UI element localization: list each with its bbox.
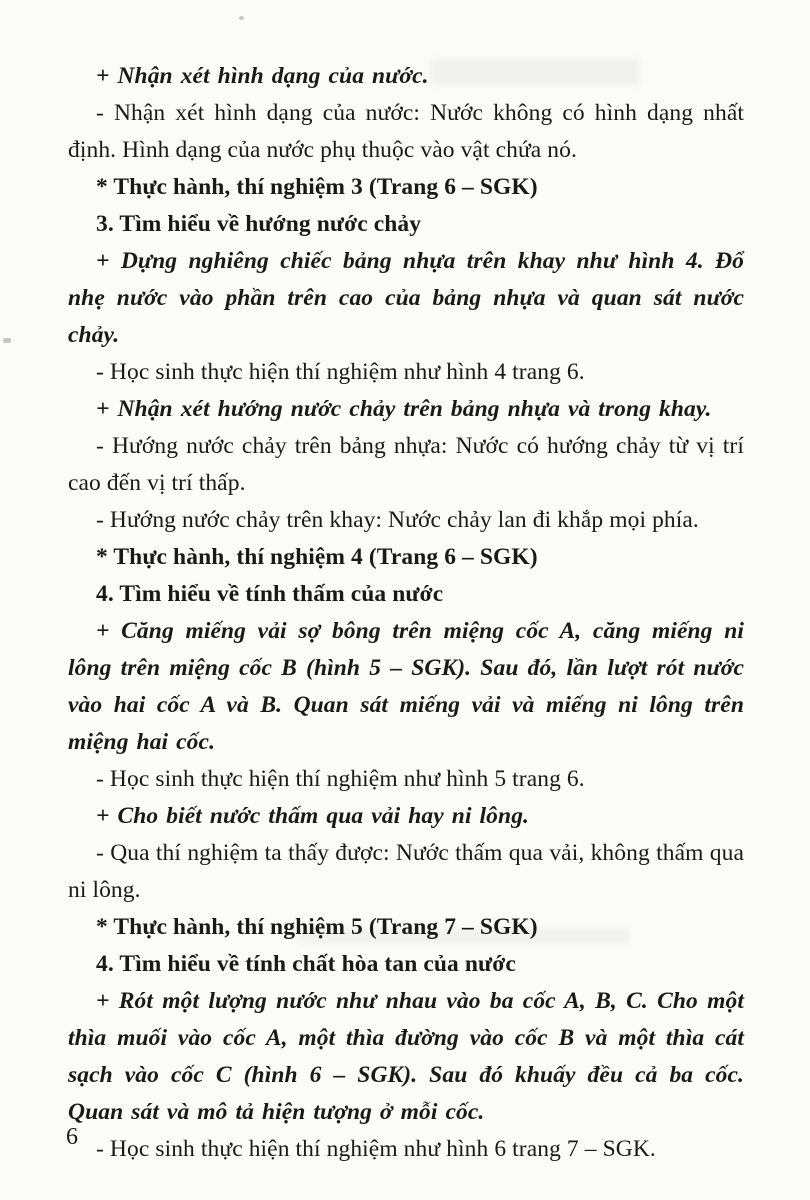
section-heading: 4. Tìm hiểu về tính thấm của nước — [96, 581, 444, 607]
scan-artifact — [239, 16, 244, 20]
paragraph-answer: - Học sinh thực hiện thí nghiệm như hình 4 trang 6. — [96, 359, 585, 385]
paragraph-task: + Nhận xét hình dạng của nước. — [96, 63, 429, 89]
scan-artifact — [3, 338, 11, 343]
paragraph-answer: - Học sinh thực hiện thí nghiệm như hình 6 trang 7 – SGK. — [96, 1136, 656, 1162]
page-number: 6 — [66, 1124, 78, 1150]
paragraph-task: + Rót một lượng nước như nhau vào ba cốc A, B, C. Cho một thìa muối vào cốc A, một thìa đường vào cốc B và một thìa cát sạch vào cốc C (hình 6 – SGK). Sau đó khuấy đều cả ba cốc. Quan sát và mô tả hiện tượng ở mỗi cốc. — [68, 988, 744, 1125]
paragraph-answer: - Nhận xét hình dạng của nước: Nước không có hình dạng nhất định. Hình dạng của nước phụ thuộc vào vật chứa nó. — [68, 100, 744, 163]
section-heading: * Thực hành, thí nghiệm 4 (Trang 6 – SGK) — [96, 544, 538, 570]
paragraph-task: + Nhận xét hướng nước chảy trên bảng nhựa và trong khay. — [96, 396, 712, 422]
document-page — [68, 58, 744, 1168]
paragraph-answer: - Học sinh thực hiện thí nghiệm như hình 5 trang 6. — [96, 766, 585, 792]
paragraph-answer: - Qua thí nghiệm ta thấy được: Nước thấm qua vải, không thấm qua ni lông. — [68, 840, 744, 903]
paragraph-task: + Cho biết nước thấm qua vải hay ni lông. — [96, 803, 530, 829]
section-heading: * Thực hành, thí nghiệm 5 (Trang 7 – SGK) — [96, 914, 538, 940]
paragraph-task: + Căng miếng vải sợ bông trên miệng cốc A, căng miếng ni lông trên miệng cốc B (hình 5 – SGK). Sau đó, lần lượt rót nước vào hai cốc A và B. Quan sát miếng vải và miếng ni lông trên miệng hai cốc. — [68, 618, 744, 755]
paragraph-task: + Dựng nghiêng chiếc bảng nhựa trên khay như hình 4. Đổ nhẹ nước vào phần trên cao của bảng nhựa và quan sát nước chảy. — [68, 248, 744, 348]
section-heading: 3. Tìm hiểu về hướng nước chảy — [96, 211, 422, 237]
paragraph-answer: - Hướng nước chảy trên bảng nhựa: Nước có hướng chảy từ vị trí cao đến vị trí thấp. — [68, 433, 744, 496]
section-heading: 4. Tìm hiểu về tính chất hòa tan của nước — [96, 951, 516, 977]
paragraph-answer: - Hướng nước chảy trên khay: Nước chảy lan đi khắp mọi phía. — [96, 507, 699, 533]
section-heading: * Thực hành, thí nghiệm 3 (Trang 6 – SGK) — [96, 174, 538, 200]
